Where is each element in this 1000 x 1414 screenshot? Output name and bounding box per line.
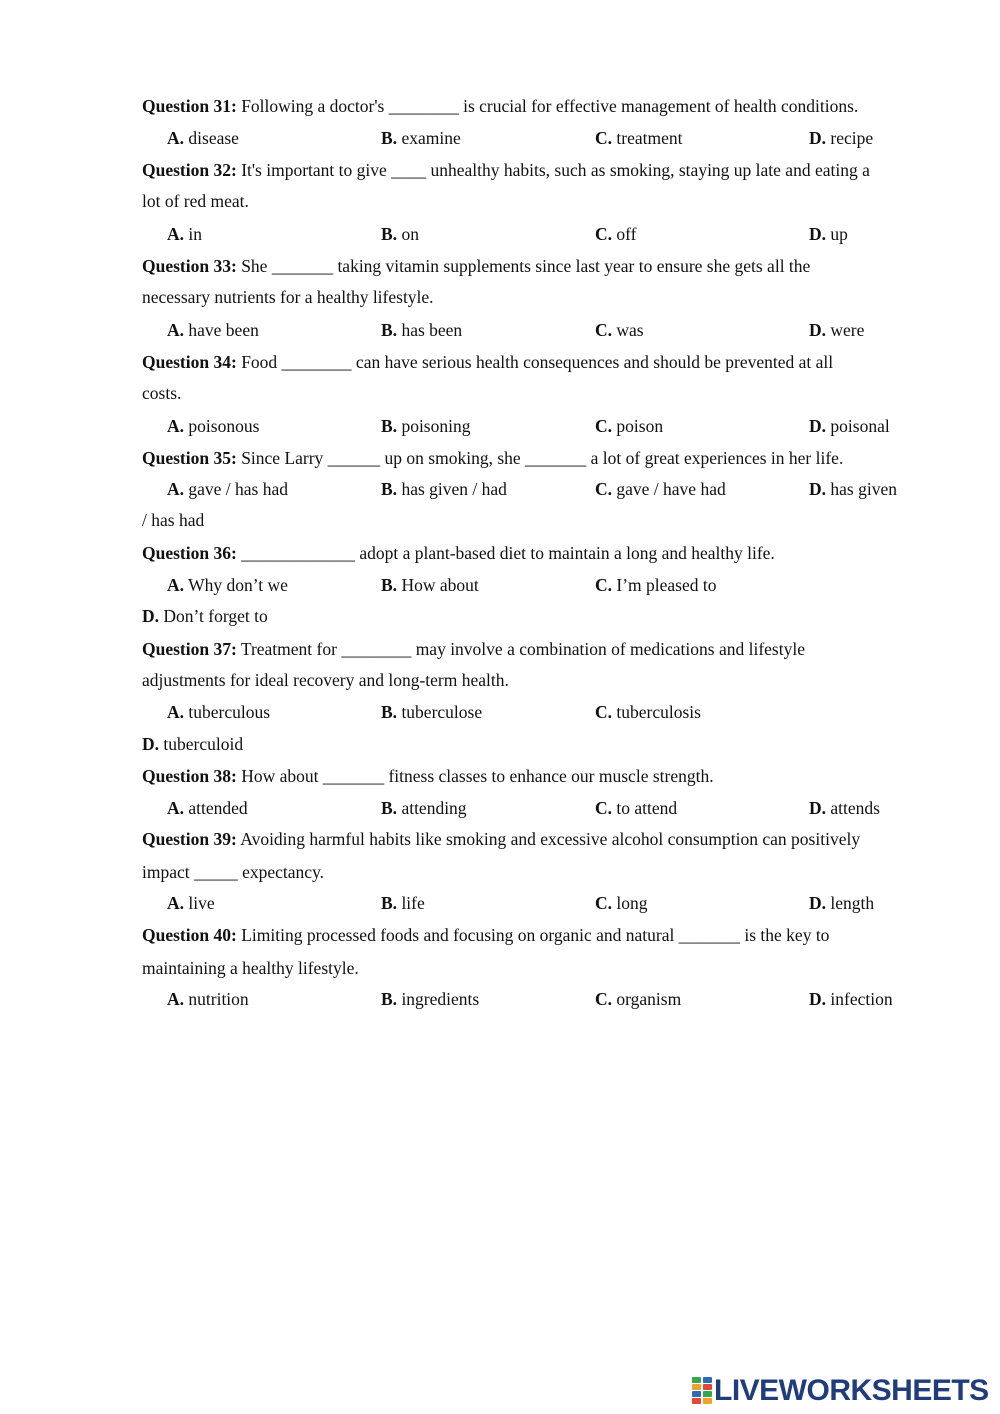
q34-option-c[interactable]: C. poison [595, 416, 664, 436]
liveworksheets-logo[interactable] [692, 1373, 989, 1409]
q36-option-c[interactable]: C. I’m pleased to [595, 575, 717, 595]
q40-option-c[interactable]: C. organism [595, 989, 682, 1009]
q37-option-c[interactable]: C. tuberculosis [595, 702, 701, 722]
q35-option-b[interactable]: B. has given / had [381, 479, 507, 499]
q33-option-d[interactable]: D. were [809, 320, 865, 340]
q31-option-b[interactable]: B. examine [381, 128, 461, 148]
q40-option-d[interactable]: D. infection [809, 989, 893, 1009]
question-34-text: Question 34: Food ________ can have serious health consequences and should be prevented at all [142, 352, 834, 372]
q40-option-a[interactable]: A. nutrition [167, 989, 249, 1009]
q37-option-d[interactable]: D. tuberculoid [142, 734, 244, 754]
liveworksheets-logo-icon [692, 1377, 712, 1405]
q32-option-b[interactable]: B. on [381, 224, 419, 244]
q38-option-d[interactable]: D. attends [809, 798, 880, 818]
q34-option-a[interactable]: A. poisonous [167, 416, 260, 436]
q32-option-a[interactable]: A. in [167, 224, 203, 244]
question-33-text-line2: necessary nutrients for a healthy lifestyle. [142, 287, 434, 307]
question-33-text: Question 33: She _______ taking vitamin supplements since last year to ensure she gets all the [142, 256, 811, 276]
question-39-text-line2: impact _____ expectancy. [142, 862, 325, 882]
q33-option-a[interactable]: A. have been [167, 320, 259, 340]
question-36-text: Question 36: _____________ adopt a plant-based diet to maintain a long and healthy life. [142, 543, 775, 563]
q39-option-c[interactable]: C. long [595, 893, 648, 913]
q35-option-d-overflow: / has had [142, 510, 205, 530]
liveworksheets-logo-text: LIVEWORKSHEETS [714, 1374, 989, 1407]
q38-option-a[interactable]: A. attended [167, 798, 248, 818]
q36-option-b[interactable]: B. How about [381, 575, 479, 595]
q39-option-b[interactable]: B. life [381, 893, 425, 913]
q37-option-b[interactable]: B. tuberculose [381, 702, 483, 722]
question-34-text-line2: costs. [142, 383, 182, 403]
question-38-text: Question 38: How about _______ fitness classes to enhance our muscle strength. [142, 766, 714, 786]
q33-option-b[interactable]: B. has been [381, 320, 463, 340]
q34-option-b[interactable]: B. poisoning [381, 416, 471, 436]
q38-option-c[interactable]: C. to attend [595, 798, 678, 818]
question-37-text-line2: adjustments for ideal recovery and long-term health. [142, 670, 509, 690]
q31-option-d[interactable]: D. recipe [809, 128, 874, 148]
q37-option-a[interactable]: A. tuberculous [167, 702, 271, 722]
q31-option-a[interactable]: A. disease [167, 128, 239, 148]
q40-option-b[interactable]: B. ingredients [381, 989, 480, 1009]
question-40-text-line2: maintaining a healthy lifestyle. [142, 958, 359, 978]
q31-option-c[interactable]: C. treatment [595, 128, 683, 148]
q36-option-a[interactable]: A. Why don’t we [167, 575, 288, 595]
q35-option-d[interactable]: D. has given [809, 479, 897, 499]
question-37-text: Question 37: Treatment for ________ may involve a combination of medications and lifestyle [142, 639, 805, 659]
question-31-text: Question 31: Following a doctor's ________ is crucial for effective management of health conditions. [142, 96, 859, 116]
q38-option-b[interactable]: B. attending [381, 798, 467, 818]
question-32-text-line2: lot of red meat. [142, 191, 249, 211]
question-40-text: Question 40: Limiting processed foods and focusing on organic and natural _______ is the key to [142, 925, 830, 945]
question-39-text: Question 39: Avoiding harmful habits like smoking and excessive alcohol consumption can positively [142, 829, 861, 849]
question-35-text: Question 35: Since Larry ______ up on smoking, she _______ a lot of great experiences in her life. [142, 448, 844, 468]
q32-option-c[interactable]: C. off [595, 224, 637, 244]
q36-option-d[interactable]: D. Don’t forget to [142, 606, 268, 626]
q35-option-c[interactable]: C. gave / have had [595, 479, 726, 499]
q39-option-d[interactable]: D. length [809, 893, 875, 913]
q35-option-a[interactable]: A. gave / has had [167, 479, 289, 499]
q39-option-a[interactable]: A. live [167, 893, 215, 913]
q33-option-c[interactable]: C. was [595, 320, 644, 340]
q32-option-d[interactable]: D. up [809, 224, 848, 244]
q34-option-d[interactable]: D. poisonal [809, 416, 890, 436]
question-32-text: Question 32: It's important to give ____ unhealthy habits, such as smoking, staying up late and eating a [142, 160, 870, 180]
